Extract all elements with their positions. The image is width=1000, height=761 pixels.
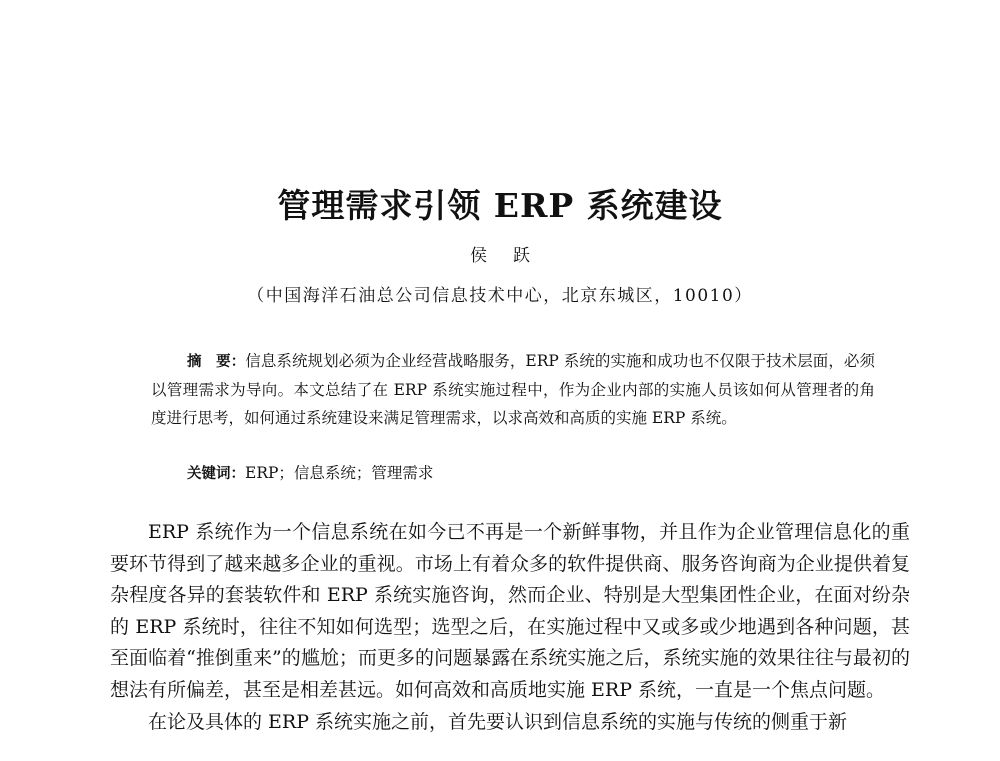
body-text [110, 517, 910, 738]
author-affiliation: （中国海洋石油总公司信息技术中心，北京东城区，10010） [247, 286, 753, 306]
abstract-label: 摘 要： [187, 354, 246, 370]
abstract-text: 信息系统规划必须为企业经营战略服务，ERP 系统的实施和成功也不仅限于技术层面，必须以管理需求为导向。本文总结了在 ERP 系统实施过程中，作为企业内部的实施人员该如何从管理者的角度进行思考，如何通过系统建设来满足管理需求，以求高效和高质的实施 ERP 系统。 [151, 352, 875, 427]
keywords-block [187, 460, 877, 487]
keywords-text: ERP；信息系统；管理需求 [245, 464, 434, 482]
keywords-label: 关键词： [187, 466, 245, 482]
abstract-block [151, 347, 875, 432]
paper-author: 侯跃 [470, 246, 556, 266]
paper-title: 管理需求引领 ERP 系统建设 [277, 186, 723, 225]
body-paragraph-1: ERP 系统作为一个信息系统在如今已不再是一个新鲜事物，并且作为企业管理信息化的重要环节得到了越来越多企业的重视。市场上有着众多的软件提供商、服务咨询商为企业提供着复杂程度各异的套装软件和 ERP 系统实施咨询，然而企业、特别是大型集团性企业，在面对纷杂的 ERP 系统时，往往不知如何选型；选型之后，在实施过程中又或多或少地遇到各种问题，甚至面临着“推倒重来”的尴尬；而更多的问题暴露在系统实施之后，系统实施的效果往往与最初的想法有所偏差，甚至是相差甚远。如何高效和高质地实施 ERP 系统，一直是一个焦点问题。 [110, 521, 910, 701]
body-paragraph-2: 在论及具体的 ERP 系统实施之前，首先要认识到信息系统的实施与传统的侧重于新 [148, 710, 848, 733]
